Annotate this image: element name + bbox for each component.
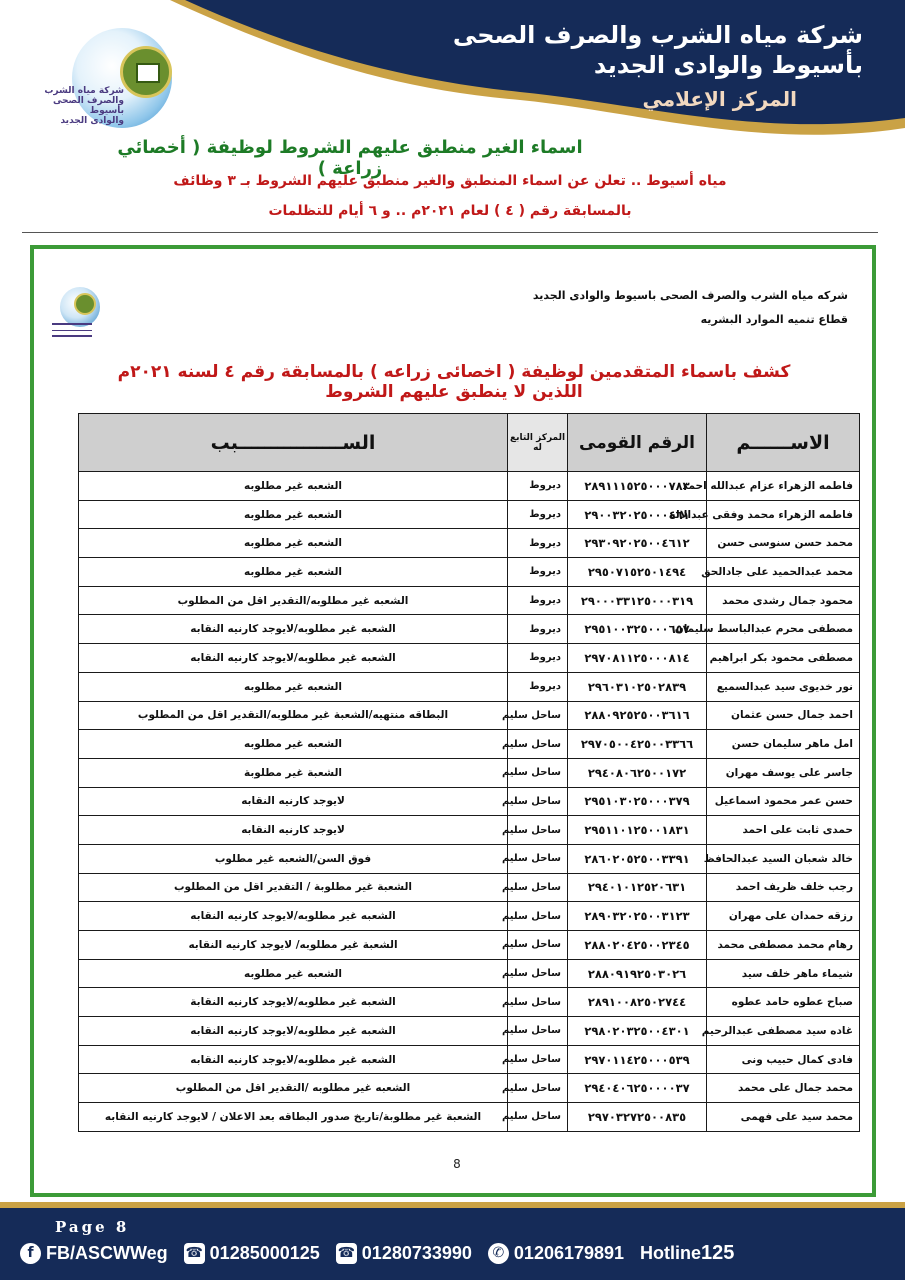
cell-name: حمدى ثابت على احمد	[707, 816, 860, 845]
hotline-label: Hotline	[640, 1242, 702, 1263]
cell-center: ساحل سليم	[508, 787, 568, 816]
cell-national-id: ٢٩٥٠٧١٥٢٥٠١٤٩٤	[568, 558, 707, 587]
table-body	[79, 472, 860, 1132]
cell-name: فاطمه الزهراء عزام عبدالله احمد	[707, 472, 860, 501]
cell-center: ديروط	[508, 529, 568, 558]
cell-national-id: ٢٩٥١٠٣٠٢٥٠٠٠٣٧٩	[568, 787, 707, 816]
cell-reason: الشعبه غير مطلوبه/لايوجد كارنيه النقابه	[79, 902, 508, 931]
cell-national-id: ٢٩٤٠١٠١٢٥٢٠٦٣١	[568, 873, 707, 902]
phone-contact-2[interactable]	[336, 1243, 472, 1264]
company-name-line1: شركة مياه الشرب والصرف الصحى	[452, 21, 863, 49]
logo-text-line2: والصرف الصحى بأسيوط	[52, 96, 124, 116]
cell-reason: لايوجد كارنيه النقابه	[79, 816, 508, 845]
cell-reason: الشعبه غير مطلوبه/التقدير اقل من المطلوب	[79, 586, 508, 615]
table-row	[79, 558, 860, 587]
cell-reason: الشعبه غير مطلوبه/لايوجد كارنيه النقابه	[79, 644, 508, 673]
cell-reason: الشعبه غير مطلوبه /التقدير اقل من المطلوب	[79, 1074, 508, 1103]
page-label: Page 8	[55, 1218, 130, 1236]
cell-national-id: ٢٩٧٠٨١١٢٥٠٠٠٨١٤	[568, 644, 707, 673]
mini-emblem-icon	[74, 293, 96, 315]
table-row	[79, 902, 860, 931]
cell-national-id: ٢٩٤٠٤٠٦٢٥٠٠٠٠٣٧	[568, 1074, 707, 1103]
header-national-id: الرقم القومى	[568, 414, 707, 472]
table-row	[79, 1017, 860, 1046]
cell-name: صباح عطوه حامد عطوه	[707, 988, 860, 1017]
cell-reason: الشعبة غير مطلوبة / التقدير اقل من المطلوب	[79, 873, 508, 902]
cell-name: غاده سيد مصطفى عبدالرحيم	[707, 1017, 860, 1046]
document-frame	[30, 245, 876, 1197]
phone-number-2: 01280733990	[361, 1242, 472, 1263]
cell-center: ديروط	[508, 644, 568, 673]
cell-name: محمود جمال رشدى محمد	[707, 586, 860, 615]
cell-name: جاسر على يوسف مهران	[707, 758, 860, 787]
document-page-number: 8	[453, 1157, 461, 1171]
table-row	[79, 1045, 860, 1074]
cell-center: ديروط	[508, 586, 568, 615]
cell-name: مصطفى محرم عبدالباسط سليمان	[707, 615, 860, 644]
cell-national-id: ٢٨٩١١١٥٢٥٠٠٠٧٨٣	[568, 472, 707, 501]
cell-reason: الشعبه غير مطلوبه	[79, 500, 508, 529]
table-row	[79, 586, 860, 615]
cell-reason: الشعبه غير مطلوبه	[79, 672, 508, 701]
cell-name: امل ماهر سليمان حسن	[707, 730, 860, 759]
table-row	[79, 701, 860, 730]
cell-center: ديروط	[508, 558, 568, 587]
table-row	[79, 1103, 860, 1132]
cell-name: محمد سيد على فهمى	[707, 1103, 860, 1132]
cell-reason: الشعبه غير مطلوبه/لايوجد كارنيه النقابه	[79, 1017, 508, 1046]
cell-national-id: ٢٩٤٠٨٠٦٢٥٠٠١٧٢	[568, 758, 707, 787]
cell-reason: الشعبه غير مطلوبه	[79, 959, 508, 988]
phone-icon: ☎	[184, 1243, 205, 1264]
cell-national-id: ٢٩٧٠٣٢٧٢٥٠٠٨٣٥	[568, 1103, 707, 1132]
contact-strip	[20, 1238, 890, 1268]
cell-name: رهام محمد مصطفى محمد	[707, 931, 860, 960]
cell-center: ساحل سليم	[508, 730, 568, 759]
cell-name: فاطمه الزهراء محمد وفقى عبدالاله	[707, 500, 860, 529]
cell-center: ساحل سليم	[508, 1103, 568, 1132]
cell-national-id: ٢٩٧٠٥٠٠٤٢٥٠٠٣٣٦٦	[568, 730, 707, 759]
table-row	[79, 816, 860, 845]
cell-center: ساحل سليم	[508, 873, 568, 902]
table-row	[79, 672, 860, 701]
cell-reason: فوق السن/الشعبه غير مطلوب	[79, 844, 508, 873]
cell-reason: الشعبه غير مطلوبه	[79, 730, 508, 759]
table-row	[79, 758, 860, 787]
cell-national-id: ٢٨٦٠٢٠٥٢٥٠٠٣٣٩١	[568, 844, 707, 873]
cell-reason: الشعبه غير مطلوبه	[79, 529, 508, 558]
cell-national-id: ٢٩٥١١٠١٢٥٠٠١٨٣١	[568, 816, 707, 845]
cell-center: ساحل سليم	[508, 701, 568, 730]
cell-national-id: ٢٩٧٠١١٤٢٥٠٠٠٥٣٩	[568, 1045, 707, 1074]
cell-center: ساحل سليم	[508, 1017, 568, 1046]
cell-reason: الشعبة غير مطلوبة	[79, 758, 508, 787]
cell-center: ساحل سليم	[508, 1074, 568, 1103]
phone-number-1: 01285000125	[209, 1242, 320, 1263]
cell-center: ديروط	[508, 472, 568, 501]
applicants-table	[78, 413, 860, 1132]
document-title: كشف باسماء المتقدمين لوظيفة ( اخصائى زراعه ) بالمسابقة رقم ٤ لسنه ٢٠٢١م اللذين لا ينطبق عليهم الشروط	[117, 362, 791, 402]
cell-center: ساحل سليم	[508, 1045, 568, 1074]
whatsapp-contact[interactable]	[488, 1243, 624, 1264]
table-row	[79, 529, 860, 558]
document-org-department: قطاع تنميه الموارد البشريه	[700, 313, 848, 326]
logo-text	[28, 86, 124, 126]
cell-name: نور خديوى سيد عبدالسميع	[707, 672, 860, 701]
cell-name: محمد حسن سنوسى حسن	[707, 529, 860, 558]
cell-national-id: ٢٩٣٠٩٢٠٢٥٠٠٤٦١٢	[568, 529, 707, 558]
cell-center: ديروط	[508, 615, 568, 644]
facebook-icon: f	[20, 1243, 41, 1264]
cell-name: احمد جمال حسن عثمان	[707, 701, 860, 730]
table-row	[79, 472, 860, 501]
table-row	[79, 959, 860, 988]
company-logo	[28, 28, 178, 138]
cell-center: ديروط	[508, 672, 568, 701]
hotline-number: 125	[701, 1241, 735, 1264]
cell-national-id: ٢٩٨٠٢٠٣٢٥٠٠٤٣٠١	[568, 1017, 707, 1046]
cell-reason: الشعبة غير مطلوبه/ لايوجد كارنيه النقابه	[79, 931, 508, 960]
announcement-subtitle-1: مياه أسيوط .. تعلن عن اسماء المنطبق والغير منطبق عليهم الشروط بـ ٣ وظائف	[173, 173, 727, 189]
cell-reason: البطاقه منتهيه/الشعبة غير مطلوبه/التقدير اقل من المطلوب	[79, 701, 508, 730]
emblem-icon	[120, 46, 172, 98]
facebook-handle: FB/ASCWWeg	[46, 1242, 168, 1263]
logo-text-line3: والوادى الجديد	[60, 116, 124, 126]
document-org-name: شركه مياه الشرب والصرف الصحى باسيوط والوادى الجديد	[532, 289, 848, 302]
document-logo-icon	[52, 287, 100, 345]
media-center-label: المركز الإعلامي	[642, 87, 797, 111]
phone-contact-1[interactable]	[184, 1243, 320, 1264]
cell-reason: الشعبة غير مطلوبة/تاريخ صدور البطاقه بعد الاعلان / لايوجد كارنيه النقابه	[79, 1103, 508, 1132]
table-row	[79, 931, 860, 960]
cell-reason: الشعبه غير مطلوبه	[79, 472, 508, 501]
table-row	[79, 500, 860, 529]
cell-center: ساحل سليم	[508, 931, 568, 960]
cell-name: شيماء ماهر خلف سيد	[707, 959, 860, 988]
cell-name: مصطفى محمود بكر ابراهيم	[707, 644, 860, 673]
table-header-row	[79, 414, 860, 472]
cell-center: ديروط	[508, 500, 568, 529]
table-row	[79, 988, 860, 1017]
table-row	[79, 615, 860, 644]
cell-national-id: ٢٩٠٠٣٢٠٢٥٠٠٠٤٦١	[568, 500, 707, 529]
cell-name: حسن عمر محمود اسماعيل	[707, 787, 860, 816]
cell-name: محمد جمال على محمد	[707, 1074, 860, 1103]
cell-name: رزقه حمدان على مهران	[707, 902, 860, 931]
cell-center: ساحل سليم	[508, 816, 568, 845]
announcement-subtitle-2: بالمسابقة رقم ( ٤ ) لعام ٢٠٢١م .. و ٦ أيام للتظلمات	[268, 203, 632, 219]
facebook-contact[interactable]	[20, 1243, 168, 1264]
cell-reason: الشعبه غير مطلوبه/لايوجد كارنيه النقابه	[79, 615, 508, 644]
cell-national-id: ٢٨٨٠٩١٩٢٥٠٣٠٢٦	[568, 959, 707, 988]
cell-reason: الشعبه غير مطلوبه	[79, 558, 508, 587]
company-name-block	[443, 20, 863, 118]
cell-reason: الشعبه غير مطلوبه/لايوجد كارنيه النقابة	[79, 988, 508, 1017]
whatsapp-icon: ✆	[488, 1243, 509, 1264]
table-row	[79, 844, 860, 873]
cell-reason: الشعبه غير مطلوبه/لايوجد كارنيه النقابه	[79, 1045, 508, 1074]
cell-name: محمد عبدالحميد على جادالحق	[707, 558, 860, 587]
cell-reason: لايوجد كارنيه النقابه	[79, 787, 508, 816]
header-reason: الســــــــــــــــبب	[79, 414, 508, 472]
table-row	[79, 873, 860, 902]
header-banner	[0, 0, 905, 150]
cell-national-id: ٢٩٥١٠٠٣٢٥٠٠٠٦٥٧	[568, 615, 707, 644]
logo-text-line1: شركة مياه الشرب	[44, 86, 124, 96]
cell-national-id: ٢٨٨٠٩٢٥٢٥٠٠٣٦١٦	[568, 701, 707, 730]
mini-logo-text-lines	[52, 323, 92, 337]
announcement-title: اسماء الغير منطبق عليهم الشروط لوظيفة ( أخصائي زراعة )	[117, 137, 583, 179]
cell-name: فادى كمال حبيب ونى	[707, 1045, 860, 1074]
cell-national-id: ٢٩٦٠٣١٠٢٥٠٢٨٣٩	[568, 672, 707, 701]
whatsapp-number: 01206179891	[513, 1242, 625, 1263]
cell-national-id: ٢٨٩٠٣٢٠٢٥٠٠٣١٢٣	[568, 902, 707, 931]
applicants-table-wrapper	[78, 413, 860, 1132]
company-name-line2: بأسيوط والوادى الجديد	[593, 51, 863, 79]
table-row	[79, 730, 860, 759]
hotline-contact[interactable]	[640, 1242, 734, 1265]
cell-national-id: ٢٩٠٠٠٣٣١٢٥٠٠٠٣١٩	[568, 586, 707, 615]
table-row	[79, 644, 860, 673]
cell-center: ساحل سليم	[508, 959, 568, 988]
phone-icon: ☎	[336, 1243, 357, 1264]
cell-national-id: ٢٨٩١٠٠٨٢٥٠٢٧٤٤	[568, 988, 707, 1017]
cell-name: رجب خلف ظريف احمد	[707, 873, 860, 902]
cell-national-id: ٢٨٨٠٢٠٤٢٥٠٠٢٣٤٥	[568, 931, 707, 960]
divider	[22, 232, 878, 233]
cell-center: ساحل سليم	[508, 988, 568, 1017]
cell-center: ساحل سليم	[508, 758, 568, 787]
footer-bar	[0, 1202, 905, 1280]
table-row	[79, 1074, 860, 1103]
cell-name: خالد شعبان السيد عبدالحافظ	[707, 844, 860, 873]
header-center: المركز التابع له	[508, 414, 568, 472]
cell-center: ساحل سليم	[508, 844, 568, 873]
header-name: الاســــــم	[707, 414, 860, 472]
cell-center: ساحل سليم	[508, 902, 568, 931]
table-row	[79, 787, 860, 816]
